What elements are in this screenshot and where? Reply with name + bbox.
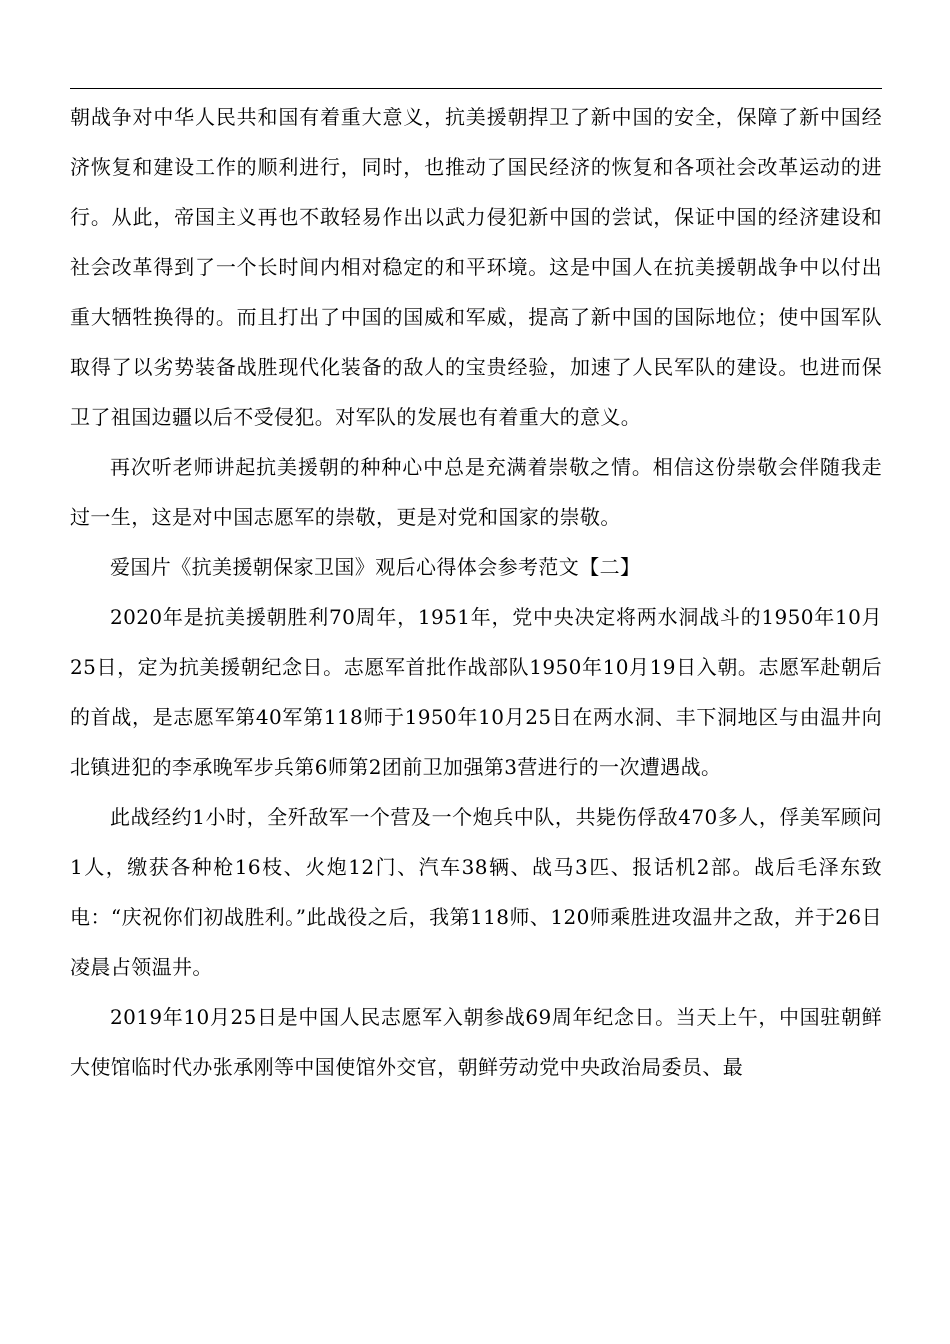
section-heading: 爱国片《抗美援朝保家卫国》观后心得体会参考范文【二】 xyxy=(110,555,641,579)
paragraph-1: 朝战争对中华人民共和国有着重大意义，抗美援朝捍卫了新中国的安全，保障了新中国经济恢复和建设工作的顺利进行，同时，也推动了国民经济的恢复和各项社会改革运动的进行。从此，帝国主义再也不敢轻易作出以武力侵犯新中国的尝试，保证中国的经济建设和社会改革得到了一个长时间内相对稳定的和平环境。这是中国人在抗美援朝战争中以付出重大牺牲换得的。而且打出了中国的国威和军威，提高了新中国的国际地位；使中国军队取得了以劣势装备战胜现代化装备的敌人的宝贵经验，加速了人民军队的建设。也进而保卫了祖国边疆以后不受侵犯。对军队的发展也有着重大的意义。 xyxy=(70,105,882,429)
document-body xyxy=(70,92,882,1092)
paragraph-2: 再次听老师讲起抗美援朝的种种心中总是充满着崇敬之情。相信这份崇敬会伴随我走过一生，这是对中国志愿军的崇敬，更是对党和国家的崇敬。 xyxy=(70,455,882,529)
paragraph-5: 此战经约1小时，全歼敌军一个营及一个炮兵中队，共毙伤俘敌470多人，俘美军顾问1人，缴获各种枪16枝、火炮12门、汽车38辆、战马3匹、报话机2部。战后毛泽东致电：“庆祝你们初战胜利。”此战役之后，我第118师、120师乘胜进攻温井之敌，并于26日凌晨占领温井。 xyxy=(70,805,882,979)
paragraph-6: 2019年10月25日是中国人民志愿军入朝参战69周年纪念日。当天上午，中国驻朝鲜大使馆临时代办张承刚等中国使馆外交官，朝鲜劳动党中央政治局委员、最 xyxy=(70,1005,882,1079)
header-rule xyxy=(70,88,882,89)
paragraph-4: 2020年是抗美援朝胜利70周年，1951年，党中央决定将两水洞战斗的1950年10月25日，定为抗美援朝纪念日。志愿军首批作战部队1950年10月19日入朝。志愿军赴朝后的首战，是志愿军第40军第118师于1950年10月25日在两水洞、丰下洞地区与由温井向北镇进犯的李承晚军步兵第6师第2团前卫加强第3营进行的一次遭遇战。 xyxy=(70,605,882,779)
